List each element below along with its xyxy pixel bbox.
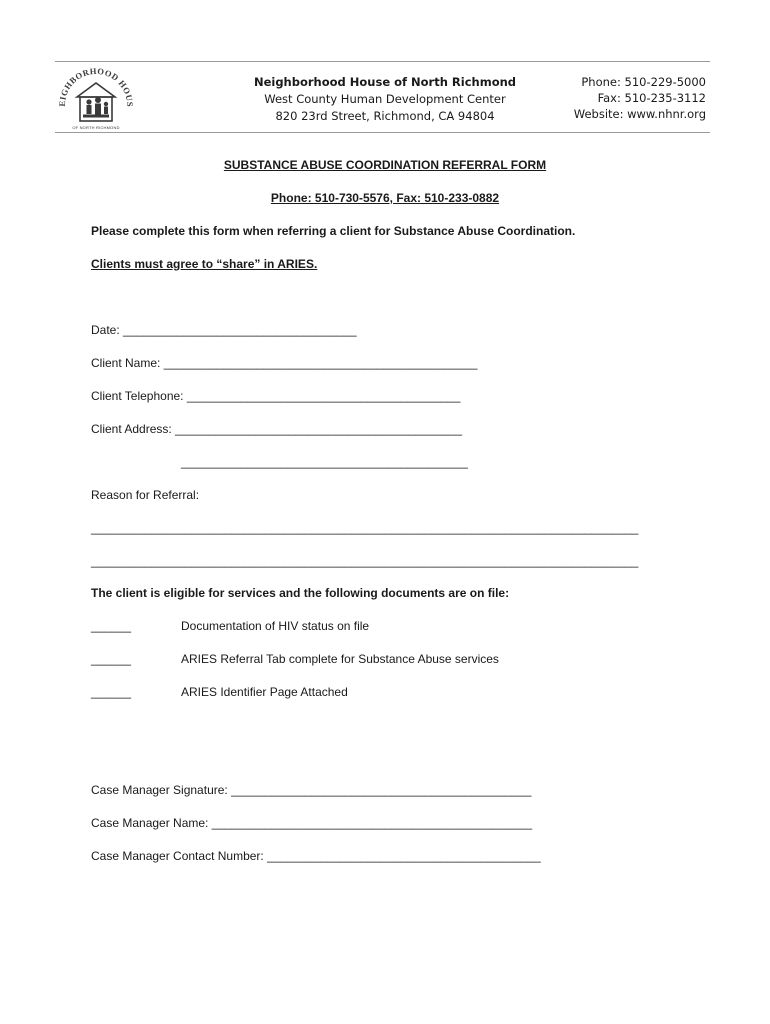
form-phone-fax: Phone: 510-730-5576, Fax: 510-233-0882 xyxy=(270,191,500,205)
client-telephone-field: Client Telephone: _________________________________________ xyxy=(91,389,461,403)
organization-block xyxy=(240,74,530,125)
org-phone: Phone: 510-229-5000 xyxy=(581,75,706,89)
organization-subtitle: West County Human Development Center xyxy=(264,92,506,106)
client-address-field: Client Address: ___________________________________________ xyxy=(91,422,463,436)
document-checkbox-blank: ______ xyxy=(91,619,132,633)
organization-logo xyxy=(57,65,135,131)
organization-address: 820 23rd Street, Richmond, CA 94804 xyxy=(275,109,495,123)
reason-for-referral-label: Reason for Referral: xyxy=(91,488,200,502)
reason-line-2: __________________________________________________________________________________ xyxy=(91,554,639,568)
org-website: Website: www.nhnr.org xyxy=(573,107,706,121)
document-checkbox-blank: ______ xyxy=(91,652,132,666)
client-address-line-2: ___________________________________________ xyxy=(181,455,468,469)
aries-share-notice: Clients must agree to “share” in ARIES. xyxy=(91,257,318,271)
organization-name: Neighborhood House of North Richmond xyxy=(253,75,517,89)
logo-tagline: OF NORTH RICHMOND xyxy=(72,125,120,130)
form-instruction: Please complete this form when referring a client for Substance Abuse Coordination. xyxy=(91,224,576,238)
org-fax: Fax: 510-235-3112 xyxy=(597,91,706,105)
document-aries-referral-tab: ARIES Referral Tab complete for Substance Abuse services xyxy=(181,652,499,666)
house-with-people-icon xyxy=(57,65,135,125)
document-checkbox-blank: ______ xyxy=(91,685,132,699)
form-title: SUBSTANCE ABUSE COORDINATION REFERRAL FORM xyxy=(223,158,547,172)
header-top-rule xyxy=(55,61,710,62)
case-manager-contact-field: Case Manager Contact Number: _________________________________________ xyxy=(91,849,541,863)
document-aries-identifier-page: ARIES Identifier Page Attached xyxy=(181,685,348,699)
case-manager-signature-field: Case Manager Signature: _____________________________________________ xyxy=(91,783,532,797)
contact-block xyxy=(574,74,706,122)
date-field: Date: ___________________________________ xyxy=(91,323,357,337)
reason-line-1: __________________________________________________________________________________ xyxy=(91,521,639,535)
case-manager-name-field: Case Manager Name: ________________________________________________ xyxy=(91,816,533,830)
document-hiv-status: Documentation of HIV status on file xyxy=(181,619,370,633)
eligibility-heading: The client is eligible for services and the following documents are on file: xyxy=(91,586,510,600)
header-bottom-rule xyxy=(55,132,710,133)
client-name-field: Client Name: _______________________________________________ xyxy=(91,356,478,370)
logo-arc-text: EIGHBORHOOD HOUS xyxy=(57,65,135,108)
